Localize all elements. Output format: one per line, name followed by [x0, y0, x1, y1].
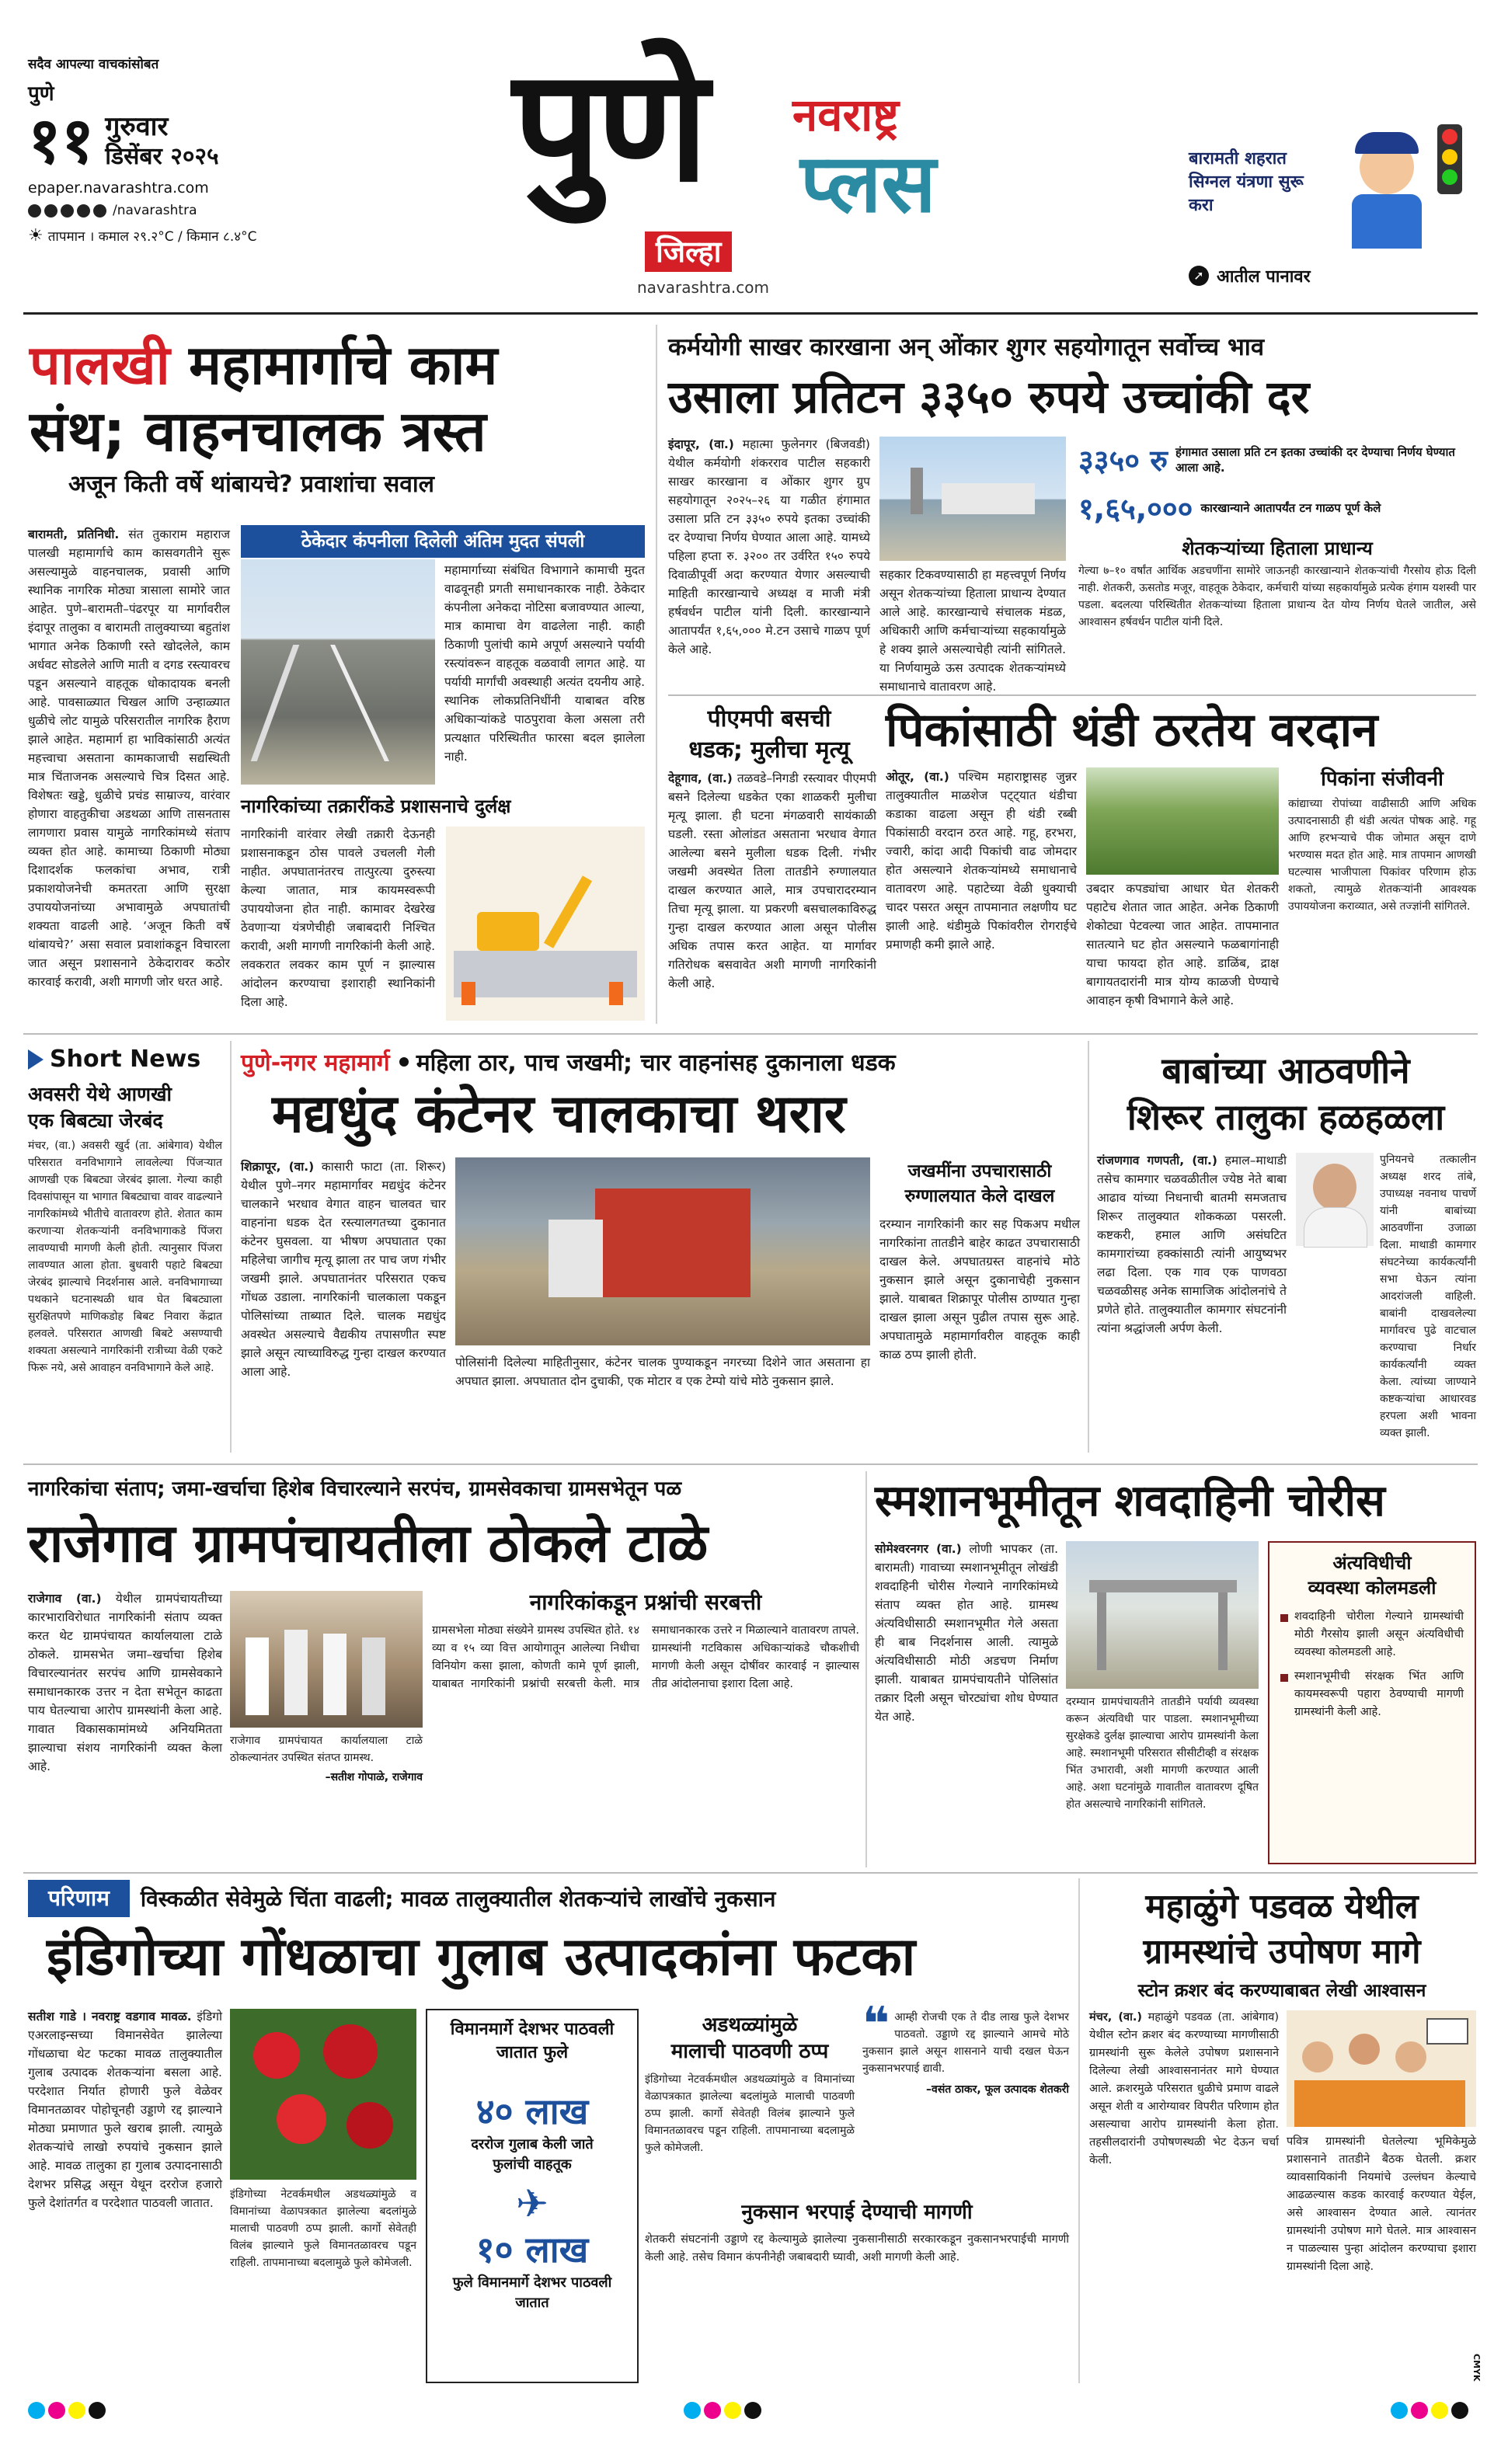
- palkhi-headline: [30, 332, 643, 500]
- sugar-kicker: कर्मयोगी साखर कारखाना अन् ओंकार शुगर सहयोगातून सर्वोच्च भाव: [668, 333, 1265, 361]
- container-dateline: शिक्रापूर, (वा.): [241, 1160, 315, 1174]
- babanrao-body-text: हमाल–माथाडी तसेच कामगार चळवळीतील ज्येष्ठ नेते बाबा आढाव यांच्या निधनाची बातमी समजताच शिरूर तालुक्यात शोककळा पसरली. कष्टकरी, हमाल आणि असंघटित कामगारांच्या हक्कांसाठी त्यांनी आयुष्यभर लढा दिला. एक गाव एक पाणवठा चळवळीसह अनेक सामाजिक आंदोलनांचे ते प्रणेते होते. तालुक्यातील कामगार संघटनांनी त्यांना श्रद्धांजली अर्पण केली.: [1097, 1154, 1287, 1335]
- rajegaon-headline: राजेगाव ग्रामपंचायतीला ठोकले टाळे: [28, 1513, 709, 1575]
- date-month-year: डिसेंबर २०२५: [105, 143, 219, 170]
- indigo-kicker-row: [28, 1880, 1069, 1917]
- container-body-text: कासारी फाटा (ता. शिरूर) येथील पुणे–नगर महामार्गावर मद्यधुंद कंटेनर चालकाने भरधाव वेगात वाहन चालवत चार वाहनांना धडक देत रस्त्यालगतच्या दुकानात कंटेनर घुसवला. या भीषण अपघातात एका महिलेचा जागीच मृत्यू झाला तर पाच जण गंभीर जखमी झाले. अपघातानंतर परिसरात एकच गोंधळ उडाला. नागरिकांनी चालकाला पकडून पोलिसांच्या ताब्यात दिले. चालक मद्यधुंद अवस्थेत असल्याचे वैद्यकीय तपासणीत स्पष्ट झाले असून त्याच्याविरुद्ध गुन्हा दाखल करण्यात आला आहे.: [241, 1160, 446, 1379]
- palkhi-right-body: महामार्गाच्या संबंधित विभागाने कामाची मुदत वाढवूनही प्रगती समाधानकारक नाही. ठेकेदार कंपनीला अनेकदा नोटिसा बजावण्यात आल्या, मात्र कामाचा वेग वाढलेला नाही. काही ठिकाणी पुलांची कामे अपूर्ण असल्याने पर्यायी रस्त्यांवरून वाहतूक वळवावी लागत आहे. या पर्यायी मार्गांची अवस्थाही अत्यंत दयनीय आहे. स्थानिक लोकप्रतिनिधींनी याबाबत वरिष्ठ अधिकाऱ्यांकडे पाठपुरावा केला असला तरी प्रत्यक्षात परिस्थितीत फारसा बदल झालेला नाही.: [444, 563, 645, 764]
- sugar-side-title: शेतकऱ्यांच्या हिताला प्राधान्य: [1182, 538, 1373, 559]
- traffic-light-icon: [1437, 124, 1462, 194]
- pmp-head-l1: पीएमपी बसची: [707, 705, 831, 733]
- indigo-mid-title: [645, 2012, 855, 2065]
- indigo-info-text2: फुले विमानमार्गे देशभर पाठवली जातात: [452, 2274, 612, 2311]
- mahalunge-head-l2: ग्रामस्थांचे उपोषण मागे: [1143, 1932, 1421, 1972]
- container-side-body: दरम्यान नागरिकांनी कार सह पिकअप मधील नागरिकांना तातडीने बाहेर काढत उपचारासाठी दाखल केले. अपघातग्रस्त वाहनांचे मोठे नुकसान झाले असून दुकानाचेही नुकसान झाले. याबाबत शिक्रापूर पोलीस ठाण्यात गुन्हा दाखल झाला असून पुढील तपास सुरू आहे. अपघातामुळे महामार्गावरील वाहतूक काही काळ ठप्प झाली होती.: [879, 1217, 1080, 1362]
- babanrao-head-l2: शिरूर तालुका हळहळला: [1127, 1096, 1445, 1138]
- instagram-icon[interactable]: [44, 204, 57, 218]
- short-news-divider: [230, 1041, 232, 1453]
- column-divider: [656, 325, 657, 1024]
- logo-navarashtra: नवराष्ट्र: [792, 89, 900, 141]
- crematorium-dateline: सोमेश्वरनगर (वा.): [875, 1542, 962, 1556]
- tagline: सदैव आपल्या वाचकांसोबत: [28, 57, 159, 72]
- palkhi-subhead: अजून किती वर्षे थांबायचे? प्रवाशांचा सवाल: [68, 471, 435, 498]
- crematorium-bullet-1: शवदाहिनी चोरीला गेल्याने ग्रामस्थांची मोठी गैरसोय झाली असून अंत्यविधीची व्यवस्था कोलमडली आहे.: [1294, 1610, 1464, 1658]
- cold-body-text: पश्चिम महाराष्ट्रासह जुन्नर तालुक्यातील माळशेज पट्ट्यात थंडीचा कडाका वाढला असून ही थंडी रब्बी पिकांसाठी वरदान ठरत आहे. गहू, हरभरा, ज्वारी, कांदा आदी पिकांची वाढ जोमदार होत असल्याने शेतकऱ्यांमध्ये समाधानाचे वातावरण आहे. पहाटेच्या वेळी धुक्याची चादर पसरत असून तापमानात लक्षणीय घट झाली आहे. थंडीमुळे पिकांवरील रोगराईचे प्रमाणही कमी झाले आहे.: [886, 770, 1077, 952]
- palkhi-sidebar-title: नागरिकांच्या तक्रारींकडे प्रशासनाचे दुर्लक्ष: [241, 795, 511, 817]
- indigo-body-2: इंडिगोच्या नेटवर्कमधील अडथळ्यांमुळे व विमानांच्या वेळापत्रकात झालेल्या बदलांमुळे मालाची पाठवणी ठप्प झाली. कार्गो सेवेतही विलंब झाल्याने फुले विमानतळावरच पडून राहिली. तापमानाच्या बदलामुळे फुले कोमेजली.: [230, 2188, 416, 2269]
- logo-pune: पुणे: [513, 36, 705, 217]
- portrait-photo: [1296, 1153, 1374, 1246]
- youtube-icon[interactable]: [77, 204, 90, 218]
- sugar-rule: [668, 694, 1476, 696]
- indigo-kicker: विस्कळीत सेवेमुळे चिंता वाढली; मावळ तालुक्यातील शेतकऱ्यांचे लाखोंचे नुकसान: [140, 1886, 776, 1912]
- mahalunge-body-text: महाळुंगे पडवळ (ता. आंबेगाव) येथील स्टोन क्रशर बंद करण्याच्या मागणीसाठी ग्रामस्थांनी सुरू केलेले उपोषण प्रशासनाने दिलेल्या लेखी आश्वासनानंतर मागे घेण्यात आले. क्रशरमुळे परिसरात धुळीचे प्रमाण वाढले असून शेती व आरोग्यावर विपरीत परिणाम होत असल्याचा आरोप ग्रामस्थांनी केला होता. तहसीलदारांनी उपोषणस्थळी भेट देऊन चर्चा केली.: [1089, 2011, 1279, 2166]
- linkedin-icon[interactable]: [93, 204, 106, 218]
- sun-icon: ☀: [28, 226, 44, 245]
- masthead-rule: [23, 312, 1478, 315]
- plane-icon: ✈: [516, 2181, 549, 2226]
- indigo-comp-title: नुकसान भरपाई देण्याची मागणी: [741, 2201, 973, 2224]
- mahalunge-body: [1089, 2009, 1279, 2380]
- cold-side-title: पिकांना संजीवनी: [1321, 767, 1444, 791]
- sugar-body-text: महात्मा फुलेनगर (बिजवडी) येथील कर्मयोगी शंकरराव पाटील सहकारी साखर कारखाना व ओंकार शुगर ग्रुप सहयोगातून २०२५–२६ या गळीत हंगामात उसाला प्रति टन ३३५० रुपये इतका उच्चांकी दर देण्याचा निर्णय घेण्यात आला आहे. यामध्ये पहिला हप्ता रु. ३२०० तर उर्वरित १५० रुपये दिवाळीपूर्वी अदा करण्यात येणार असल्याची माहिती कारखान्याचे अध्यक्ष व माजी मंत्री हर्षवर्धन पाटील यांनी दिली. कारखान्याने आतापर्यंत १,६५,००० मे.टन उसाचे गाळप पूर्ण केले आहे.: [668, 437, 870, 656]
- indigo-quote: [862, 1997, 1069, 2187]
- cold-mid-body: उबदार कपड्यांचा आधार घेत शेतकरी पहाटेच शेतात जात आहेत. अनेक ठिकाणी शेकोट्या पेटवल्या जात आहेत. तापमानात सातत्याने घट होत असल्याने फळबागांनाही याचा फायदा होत आहे. डाळिंब, द्राक्ष बागायतदारांनी मात्र योग्य काळजी घेण्याचे आवाहन कृषी विभागाने केले आहे.: [1086, 882, 1279, 1008]
- container-kicker-rest: महिला ठार, पाच जखमी; चार वाहनांसह दुकानाला धडक: [416, 1049, 896, 1077]
- container-headline: मद्यधुंद कंटेनर चालकाचा थरार: [272, 1084, 846, 1145]
- play-icon: [28, 1049, 44, 1070]
- container-kicker-red: पुणे-नगर महामार्ग: [241, 1049, 390, 1077]
- date-day: ११: [28, 104, 95, 178]
- indigo-info-num2: १० लाख: [475, 2229, 589, 2271]
- indigo-headline: इंडिगोच्या गोंधळाचा गुलाब उत्पादकांना फटका: [47, 1926, 916, 1988]
- printer-mark: CMYK: [1471, 2354, 1482, 2382]
- indigo-comp-body: शेतकरी संघटनांनी उड्डाणे रद्द केल्यामुळे झालेल्या नुकसानीसाठी सरकारकडून नुकसानभरपाईची मागणी केली आहे. तसेच विमान कंपनीनेही जबाबदारी घ्यावी, अशी मागणी केली आहे.: [645, 2233, 1069, 2264]
- facebook-icon[interactable]: [28, 204, 41, 218]
- bullet-square-icon: [1280, 1674, 1288, 1682]
- container-kicker: [241, 1046, 1080, 1077]
- x-icon[interactable]: [61, 204, 74, 218]
- sugar-side-body: गेल्या ७–१० वर्षांत आर्थिक अडचणींना सामोरे जाऊनही कारखान्याने शेतकऱ्यांची गैरसोय होऊ दिली नाही. शेतकरी, ऊसतोड मजूर, वाहतूक ठेकेदार, कर्मचारी यांच्या सहकार्यामुळे प्रत्येक हंगाम यशस्वी पार पडला. बदलत्या परिस्थितीत शेतकऱ्यांच्या हिताला प्राधान्य देत योग्य निर्णय घेतले जातील, असे आश्वासन हर्षवर्धन पाटील यांनी दिले.: [1078, 565, 1476, 628]
- highway-photo: [241, 559, 435, 785]
- crematorium-photo: [1066, 1541, 1259, 1689]
- babanrao-dateline: रांजणगाव गणपती, (वा.): [1097, 1154, 1217, 1168]
- protest-illustration: [1287, 2010, 1476, 2127]
- short-news-text: Short News: [50, 1046, 201, 1073]
- babanrao-body: [1097, 1151, 1287, 1453]
- babanrao-headline: [1095, 1047, 1476, 1140]
- logo-plus: प्लस: [800, 136, 936, 231]
- traffic-officer-illustration: [1344, 117, 1468, 249]
- indigo-mid-body: [645, 2071, 855, 2187]
- pmp-body-text: तळवडे–निगडी रस्त्यावर पीएमपी बसने दिलेल्या धडकेत एका शाळकरी मुलीचा मृत्यू झाला. ही घटना मंगळवारी सायंकाळी घडली. रस्ता ओलांडत असताना भरधाव वेगात आलेल्या बसने मुलीला धडक दिली. गंभीर जखमी अवस्थेत तिला तातडीने रुग्णालयात दाखल करण्यात आले, मात्र उपचारादरम्यान तिचा मृत्यू झाला. या प्रकरणी बसचालकाविरुद्ध गुन्हा दाखल करण्यात आला असून पोलीस अधिक तपास करत आहेत. या मार्गावर गतिरोधक बसवावेत अशी मागणी नागरिकांनी केली आहे.: [668, 771, 876, 990]
- rajegaon-side-body: ग्रामसभेला मोठ्या संख्येने ग्रामस्थ उपस्थित होते. १४ व्या व १५ व्या वित्त आयोगातून आलेल्या निधीचा विनियोग कसा झाला, कोणती कामे पूर्ण झाली, याबाबत नागरिकांनी प्रश्नांची सरबत्ती केली. मात्र समाधानकारक उत्तरे न मिळाल्याने वातावरण तापले. ग्रामस्थांनी गटविकास अधिकाऱ्यांकडे चौकशीची मागणी केली असून दोषींवर कारवाई न झाल्यास तीव्र आंदोलनाचा इशारा दिला आहे.: [432, 1624, 859, 1690]
- palkhi-head-red: पालखी: [30, 333, 170, 397]
- social-handle: /navarashtra: [113, 203, 197, 218]
- sugar-factory-photo: [879, 437, 1066, 561]
- row2-rule: [23, 1463, 1478, 1465]
- weather-readout: तापमान । कमाल २९.२°C / किमान ८.४°C: [47, 229, 257, 245]
- crematorium-mid-body: दरम्यान ग्रामपंचायतीने तातडीने पर्यायी व्यवस्था करून अंत्यविधी पार पाडला. स्मशानभूमीच्या सुरक्षेकडे दुर्लक्ष झाल्याचा आरोप ग्रामस्थांनी केला आहे. स्मशानभूमी परिसरात सीसीटीव्ही व संरक्षक भिंत उभारावी, अशी मागणी करण्यात आली आहे. अशा घटनांमुळे गावातील वातावरण दूषित होत असल्याचे नागरिकांनी सांगितले.: [1066, 1696, 1259, 1811]
- construction-illustration: [446, 827, 645, 1021]
- rajegaon-body: [28, 1589, 222, 1863]
- sugar-headline: उसाला प्रतिटन ३३५० रुपये उच्चांकी दर: [668, 371, 1310, 423]
- crematorium-bullet-2: स्मशानभूमीची संरक्षक भिंत आणि कायमस्वरूपी पहारा ठेवण्याची मागणी ग्रामस्थांनी केली आहे.: [1294, 1670, 1464, 1718]
- short-news-title-l2: एक बिबट्या जेरबंद: [28, 1109, 163, 1132]
- rajegaon-divider: [865, 1471, 867, 1867]
- promo-title: बारामती शहरात सिग्नल यंत्रणा सुरू करा: [1189, 149, 1304, 215]
- wheat-field-photo: [1086, 767, 1279, 875]
- crematorium-body-text: लोणी भापकर (ता. बारामती) गावाच्या स्मशानभूमीतून लोखंडी शवदाहिनी चोरीस गेल्याने नागरिकांमध्ये संताप व्यक्त होत आहे. ग्रामस्थ अंत्यविधीसाठी स्मशानभूमीत गेले असता ही बाब निदर्शनास आली. त्यामुळे अंत्यविधीसाठी मोठी अडचण निर्माण झाली. याबाबत ग्रामपंचायतीने पोलिसांत तक्रार दिली असून चोरट्यांचा शोध घेण्यात येत आहे.: [875, 1542, 1058, 1724]
- crematorium-headline: स्मशानभूमीतून शवदाहिनी चोरीस: [875, 1476, 1385, 1526]
- registration-marks-left: [28, 2402, 109, 2422]
- row1-rule: [23, 1033, 1478, 1035]
- indigo-body: [28, 2007, 222, 2380]
- rajegaon-body-text: येथील ग्रामपंचायतीच्या कारभाराविरोधात नागरिकांनी संताप व्यक्त करत थेट ग्रामपंचायत कार्यालयाला टाळे ठोकले. ग्रामसभेत जमा–खर्चाचा हिशेब विचारल्यानंतर सरपंच आणि ग्रामसेवकाने समाधानकारक उत्तर न देता सभेतून काढता पाय घेतल्याचा आरोप ग्रामस्थांनी केला आहे. गावात विकासकामांमध्ये अनियमितता झाल्याचा संशय नागरिकांनी व्यक्त केला आहे.: [28, 1592, 222, 1773]
- sugar-body: [668, 435, 870, 684]
- short-news-title: [28, 1081, 222, 1134]
- sugar-stat-1-num: ३३५० रु: [1078, 444, 1168, 478]
- indigo-mid-title-l1: अडथळ्यांमुळे: [702, 2013, 798, 2037]
- masthead-left: [28, 54, 432, 303]
- indigo-dateline: सतीश गाडे । नवराष्ट्र वडगाव मावळ.: [28, 2010, 192, 2024]
- short-news-body: मंचर, (वा.) अवसरी खुर्द (ता. आंबेगाव) येथील परिसरात वनविभागाने लावलेल्या पिंजऱ्यात आणखी एक बिबट्या जेरबंद झाला. गेल्या काही दिवसांपासून या भागात बिबट्याचा वावर वाढल्याने नागरिकांमध्ये भीतीचे वातावरण होते. शेतात काम करणाऱ्या शेतकऱ्यांनी वनविभागाकडे पिंजरा लावण्याची मागणी केली होती. त्यानुसार पिंजरा लावण्यात आला होता. बुधवारी पहाटे बिबट्या जेरबंद झाल्याचे निदर्शनास आले. वनविभागाच्या पथकाने घटनास्थळी धाव घेत बिबट्याला सुरक्षितपणे माणिकडोह बिबट निवारा केंद्रात हलवले. परिसरात आणखी बिबटे असण्याची शक्यता असल्याने नागरिकांनी रात्रीच्या वेळी एकटे फिरू नये, असे आवाहन वनविभागाने केले आहे.: [28, 1140, 222, 1374]
- container-side-title-l2: रुग्णालयात केले दाखल: [904, 1186, 1055, 1206]
- sugar-stat-1-text: हंगामात उसाला प्रति टन इतका उच्चांकी दर देण्याचा निर्णय घेण्यात आला आहे.: [1175, 445, 1455, 475]
- container-side-title-l1: जखमींना उपचारासाठी: [907, 1161, 1052, 1182]
- promo-box[interactable]: [1189, 117, 1476, 295]
- container-side-title: [879, 1159, 1080, 1209]
- indigo-info-num1: ४० लाख: [475, 2090, 589, 2132]
- short-news-label: [28, 1046, 200, 1073]
- indigo-quote-author: –वसंत ठाकर, फूल उत्पादक शेतकरी: [926, 2083, 1069, 2096]
- mahalunge-sub: स्टोन क्रशर बंद करण्याबाबत लेखी आश्वासन: [1137, 1981, 1426, 2001]
- container-body: [241, 1157, 446, 1453]
- sugar-stat-2-num: १,६५,०००: [1078, 492, 1193, 526]
- mahalunge-head-l1: महाळुंगे पडवळ येथील: [1145, 1887, 1419, 1926]
- indigo-label: परिणाम: [28, 1880, 130, 1917]
- palkhi-head-rest: महामार्गाचे काम: [169, 333, 498, 397]
- sugar-dateline: इंदापूर, (वा.): [668, 437, 734, 451]
- indigo-quote-text: आम्ही रोजची एक ते दीड लाख फुले देशभर पाठवतो. उड्डाणे रद्द झाल्याने आमचे मोठे नुकसान झाले असून शासनाने याची दखल घेऊन नुकसानभरपाई द्यावी.: [862, 2011, 1069, 2075]
- indigo-divider: [1078, 1878, 1080, 2383]
- villagers-photo: [230, 1591, 423, 1728]
- indigo-info-text1: दररोज गुलाब केली जाते फुलांची वाहतूक: [471, 2136, 594, 2173]
- crematorium-sidebar: [1268, 1541, 1476, 1864]
- bullet-dot: [399, 1057, 409, 1067]
- promo-inside-page: आतील पानावर: [1217, 267, 1311, 287]
- palkhi-body: [28, 525, 230, 1022]
- palkhi-body-text: संत तुकाराम महाराज पालखी महामार्गाचे काम कासवगतीने सुरू असल्यामुळे वाहनचालक, प्रवासी आणि स्थानिक नागरिक मोठ्या त्रासाला सामोरे जात आहेत. पुणे–बारामती–पंढरपूर या मार्गावरील इंदापूर तालुका व बारामती तालुक्याच्या बहुतांश भागात अनेक ठिकाणी रस्ते खोदलेले, काम अर्धवट सोडलेले आणि माती व दगड रस्त्यावरच पडून असल्याने वाहतूक धोकादायक बनली आहे. पावसाळ्यात चिखल आणि उन्हाळ्यात धुळीचे लोट यामुळे परिसरातील नागरिक हैराण झाले आहेत. महामार्ग हा भाविकांसाठी अत्यंत महत्त्वाचा असताना कामकाजाची सद्यस्थिती मात्र चिंताजनक असल्याचे चित्र दिसत आहे. विशेषतः खड्डे, धुळीचे प्रचंड साम्राज्य, वारंवार होणारा वाहतुकीचा अडथळा आणि तासनतास लागणारा प्रवास यामुळे नागरिकांमध्ये संताप व्यक्त होत आहे. कामाच्या ठिकाणी मोठ्या दिशादर्शक फलकांचा अभाव, रात्री प्रकाशयोजनेची कमतरता आणि सुरक्षा उपाययोजनांच्या अभावामुळे अपघातांची शक्यता वाढली आहे. ‘अजून किती वर्षे थांबायचे?’ असा सवाल प्रवाशांकडून विचारला जात असून प्रशासनाने ठेकेदारावर कठोर कारवाई करावी, अशी मागणी जोर धरत आहे.: [28, 527, 230, 989]
- container-caption: पोलिसांनी दिलेल्या माहितीनुसार, कंटेनर चालक पुण्याकडून नगरच्या दिशेने जात असताना हा अपघात झाला. अपघातात दोन दुचाकी, एक मोटार व एक टेम्पो यांचे मोठे नुकसान झाले.: [455, 1356, 870, 1388]
- mahalunge-headline: [1088, 1885, 1476, 2004]
- indigo-mid-title-l2: मालाची पाठवणी ठप्प: [670, 2040, 829, 2063]
- babanrao-head-l1: बाबांच्या आठवणीने: [1161, 1049, 1410, 1091]
- rajegaon-side-title: नागरिकांकडून प्रश्नांची सरबत्ती: [529, 1589, 762, 1615]
- rajegaon-kicker: नागरिकांचा संताप; जमा-खर्चाचा हिशेब विचारल्याने सरपंच, ग्रामसेवकाचा ग्रामसभेतून पळ: [28, 1477, 682, 1501]
- indigo-mid-body-text: इंडिगोच्या नेटवर्कमधील अडथळ्यांमुळे व विमानांच्या वेळापत्रकात झालेल्या बदलांमुळे मालाची पाठवणी ठप्प झाली. कार्गो सेवेतही विलंब झाल्याने फुले विमानतळावरच पडून राहिली. तापमानाच्या बदलामुळे फुले कोमेजली.: [645, 2073, 855, 2154]
- short-news-title-l1: अवसरी येथे आणखी: [28, 1083, 172, 1105]
- sugar-stat-2: [1078, 488, 1476, 528]
- epaper-url[interactable]: epaper.navarashtra.com: [28, 179, 209, 197]
- roses-photo: [230, 2009, 416, 2180]
- sugar-mid-body: सहकार टिकवण्यासाठी हा महत्त्वपूर्ण निर्णय असून शेतकऱ्यांच्या हिताला प्राधान्य देण्यात आले आहे. कारखान्याचे संचालक मंडळ, अधिकारी आणि कर्मचाऱ्यांच्या सहकार्यामुळे हे शक्य झाले असल्याचेही त्यांनी सांगितले. या निर्णयामुळे ऊस उत्पादक शेतकऱ्यांमध्ये समाधानाचे वातावरण आहे.: [879, 568, 1066, 694]
- quote-icon: ❝: [862, 1997, 890, 2052]
- container-accident-photo: [455, 1157, 870, 1345]
- palkhi-head-line2: संथ; वाहनचालक त्रस्त: [30, 398, 486, 464]
- palkhi-dateline: बारामती, प्रतिनिधी.: [28, 527, 120, 541]
- mahalunge-right-body: पवित्र ग्रामस्थांनी घेतलेल्या भूमिकेमुळे प्रशासनाने तातडीने बैठक घेतली. क्रशर व्यावसायिकांनी नियमांचे उल्लंघन केल्याचे आढळल्यास कडक कारवाई करण्यात येईल, असे आश्वासन देण्यात आले. त्यानंतर ग्रामस्थांनी उपोषण मागे घेतले. मात्र आश्वासन न पाळल्यास पुन्हा आंदोलन करण्याचा इशारा ग्रामस्थांनी दिला आहे.: [1287, 2135, 1476, 2273]
- logo-jilha: जिल्हा: [645, 231, 732, 272]
- palkhi-sidebar-body: नागरिकांनी वारंवार लेखी तक्रारी देऊनही प्रशासनाकडून ठोस पावले उचलली गेली नाहीत. अपघातानंतरच तात्पुरत्या दुरुस्त्या केल्या जातात, मात्र कायमस्वरूपी उपाययोजना होत नाही. कामावर देखरेख ठेवणाऱ्या यंत्रणेचीही जबाबदारी निश्चित करावी, अशी मागणी नागरिकांनी केली आहे. लवकरात लवकर काम पूर्ण न झाल्यास आंदोलन करण्याचा इशाराही स्थानिकांनी दिला आहे.: [241, 827, 435, 1009]
- edition-city: पुणे: [28, 82, 54, 106]
- registration-marks-center: [684, 2402, 764, 2422]
- pmp-dateline: देहूगाव, (वा.): [668, 771, 733, 785]
- mahalunge-dateline: मंचर, (वा.): [1089, 2011, 1142, 2024]
- indigo-body-text: इंडिगो एअरलाइन्सच्या विमानसेवेत झालेल्या गोंधळाचा थेट फटका मावळ तालुक्यातील गुलाब उत्पादक शेतकऱ्यांना बसला आहे. परदेशात निर्यात होणारी फुले वेळेवर विमानतळावर पोहोचूनही उड्डाणे रद्द झाल्याने मोठ्या प्रमाणात फुले खराब झाली. त्यामुळे शेतकऱ्यांचे लाखो रुपयांचे नुकसान झाले आहे. मावळ तालुका हा गुलाब उत्पादनासाठी देशभर प्रसिद्ध असून येथून दररोज हजारो फुले देशांतर्गत व परदेशात पाठवली जातात.: [28, 2010, 222, 2210]
- logo[interactable]: [505, 36, 971, 301]
- rajegaon-dateline: राजेगाव (वा.): [28, 1592, 102, 1606]
- sugar-stat-1: [1078, 440, 1476, 480]
- indigo-info-title: विमानमार्गे देशभर पाठवली जातात फुले: [450, 2020, 615, 2062]
- rajegaon-caption-text: राजेगाव ग्रामपंचायत कार्यालयाला टाळे ठोकल्यानंतर उपस्थित संतप्त ग्रामस्थ.: [230, 1735, 423, 1764]
- crematorium-body: [875, 1540, 1058, 1863]
- palkhi-photo-caption: ठेकेदार कंपनीला दिलेली अंतिम मुदत संपली: [241, 525, 645, 558]
- cold-side-body: कांद्याच्या रोपांच्या वाढीसाठी आणि अधिक उत्पादनासाठी ही थंडी अत्यंत पोषक आहे. गहू आणि हरभऱ्याचे पीक जोमात असून दाणे भरण्यास मदत होत आहे. मात्र तापमान आणखी घटल्यास भाजीपाला पिकांवर परिणाम होऊ शकतो, त्यामुळे शेतकऱ्यांनी आवश्यक उपाययोजना कराव्यात, असे तज्ज्ञांनी सांगितले.: [1288, 798, 1476, 913]
- cold-headline: पिकांसाठी थंडी ठरतेय वरदान: [886, 703, 1378, 757]
- pmp-headline: [668, 704, 870, 766]
- rajegaon-caption-author: –सतीश गोपाळे, राजेगाव: [325, 1771, 423, 1784]
- pmp-head-l2: धडक; मुलीचा मृत्यू: [688, 736, 850, 764]
- cold-dateline: ओतूर, (वा.): [886, 770, 949, 784]
- indigo-infographic: [426, 2009, 639, 2383]
- babanrao-right-body: पुनियनचे तत्कालीन अध्यक्ष शरद तांबे, उपाध्यक्ष नवनाथ पाचर्णे यांनी बाबांच्या आठवणींना उजाळा दिला. माथाडी कामगार संघटनेच्या कार्यकर्त्यांनी सभा घेऊन त्यांना आदरांजली वाहिली. बाबांनी दाखवलेल्या मार्गावरच पुढे वाटचाल करण्याचा निर्धार कार्यकर्त्यांनी व्यक्त केला. त्यांच्या जाण्याने कष्टकऱ्यांचा आधारवड हरपला अशी भावना व्यक्त झाली.: [1380, 1154, 1476, 1439]
- arrow-icon: ➚: [1189, 266, 1209, 286]
- cold-body: [886, 767, 1077, 1022]
- crematorium-side-title-l1: अंत्यविधीची: [1332, 1552, 1412, 1574]
- pmp-body: [668, 769, 876, 1022]
- registration-marks-right: [1391, 2402, 1471, 2422]
- date-weekday: गुरुवार: [105, 111, 169, 142]
- crematorium-side-title-l2: व्यवस्था कोलमडली: [1308, 1577, 1437, 1599]
- website[interactable]: navarashtra.com: [637, 278, 769, 297]
- row3-rule: [23, 1872, 1478, 1874]
- bullet-square-icon: [1280, 1614, 1288, 1622]
- container-divider: [1088, 1041, 1089, 1453]
- rajegaon-caption: [230, 1732, 423, 1863]
- sugar-stat-2-text: कारखान्याने आतापर्यंत टन गाळप पूर्ण केले: [1200, 501, 1381, 515]
